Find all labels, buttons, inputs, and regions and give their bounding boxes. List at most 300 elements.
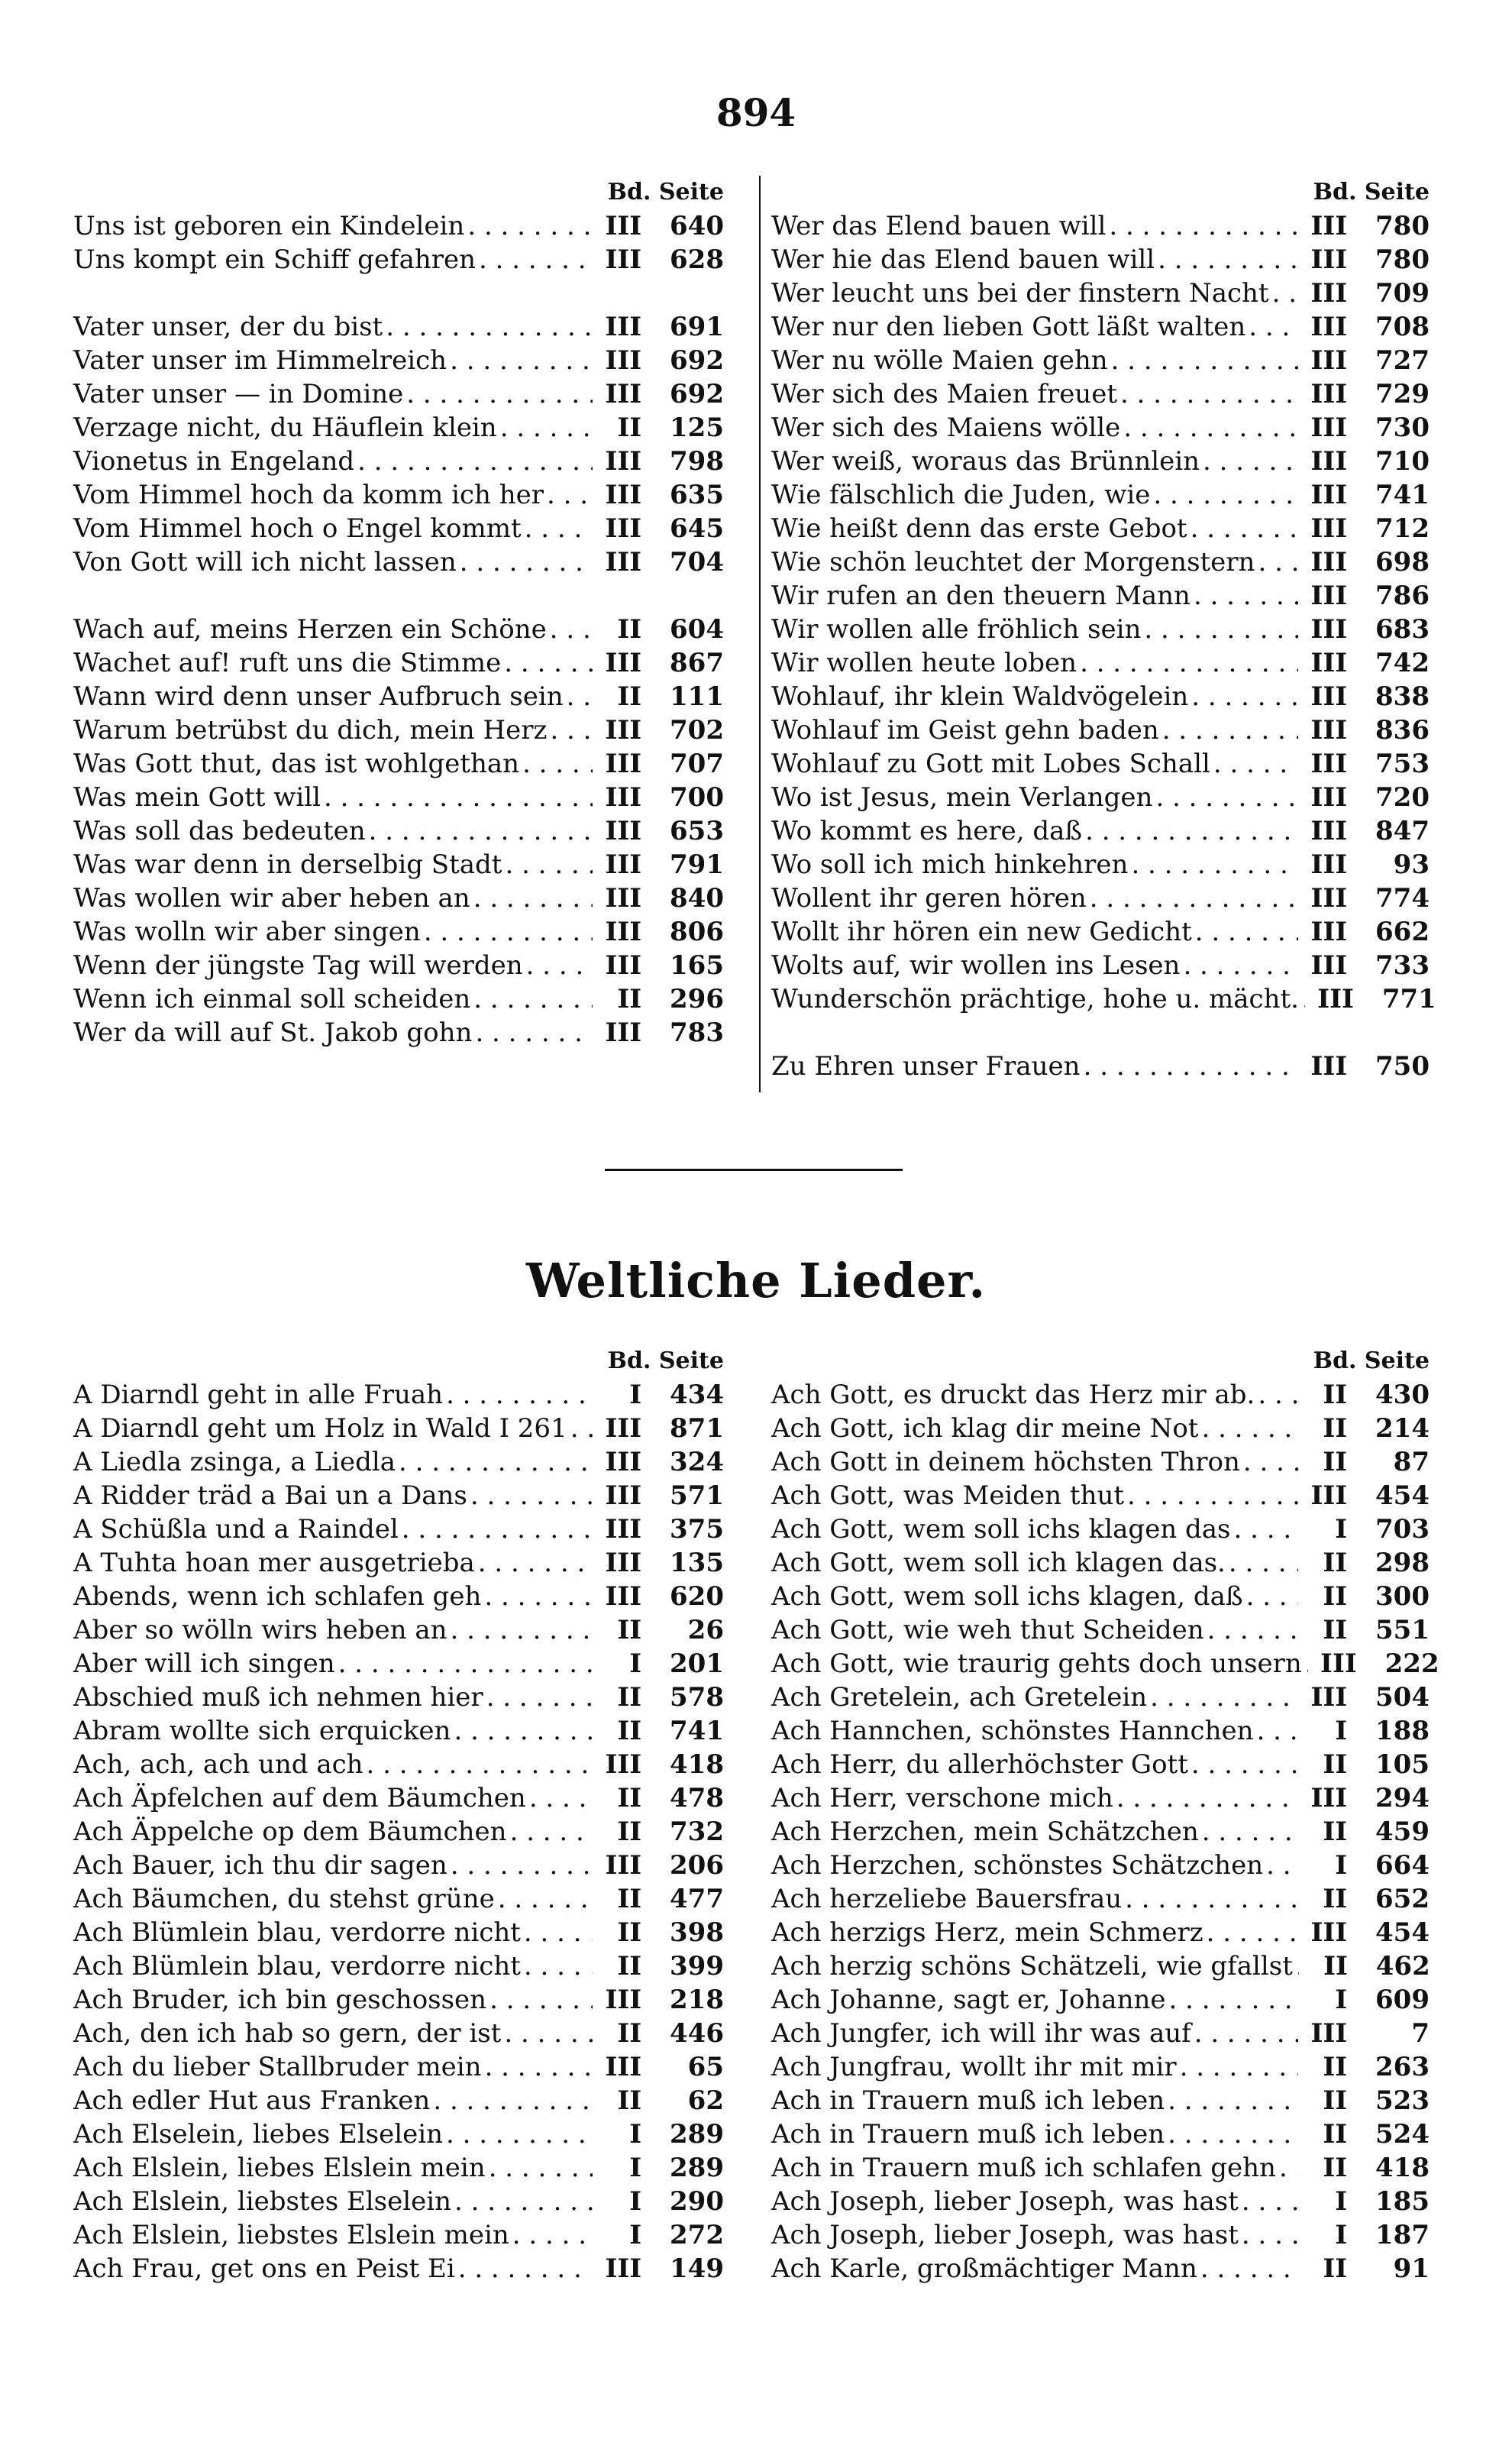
entry-band: II xyxy=(1323,2052,1348,2082)
index-entry xyxy=(73,680,724,713)
entry-ref xyxy=(1298,1050,1430,1083)
entry-band: III xyxy=(1310,849,1348,880)
entry-list xyxy=(73,209,724,1050)
entry-ref xyxy=(593,1412,724,1445)
entry-band: III xyxy=(1310,1051,1348,1082)
index-entry xyxy=(771,613,1430,646)
entry-page: 652 xyxy=(1375,1884,1430,1914)
entry-title: Vom Himmel hoch da komm ich her xyxy=(73,480,544,510)
entry-band: III xyxy=(1310,244,1348,275)
entry-ref xyxy=(1298,1445,1430,1479)
entry-band: I xyxy=(629,2220,642,2250)
entry-page: 430 xyxy=(1375,1380,1430,1410)
entry-ref xyxy=(593,1983,724,2017)
entry-title: Ach Frau, get ons en Peist Ei xyxy=(73,2253,455,2284)
column-header: Bd. Seite xyxy=(1313,1347,1430,1374)
entry-band: I xyxy=(1335,2186,1348,2217)
entry-band: II xyxy=(617,1917,642,1948)
entry-title: A Diarndl geht in alle Fruah xyxy=(73,1380,444,1410)
entry-ref xyxy=(593,2017,724,2050)
entry-band: I xyxy=(1335,1716,1348,1746)
leader-dots xyxy=(447,1849,593,1882)
leader-dots xyxy=(1152,781,1298,814)
entry-title: Wach auf, meins Herzen ein Schöne xyxy=(73,614,547,645)
entry-ref xyxy=(1298,1781,1430,1815)
entry-ref xyxy=(593,1949,724,1983)
entry-title: Ach du lieber Stallbruder mein xyxy=(73,2052,482,2082)
index-entry xyxy=(771,1412,1430,1445)
entry-ref xyxy=(593,1714,724,1748)
leader-dots xyxy=(457,545,593,579)
leader-dots xyxy=(447,1613,593,1647)
entry-ref xyxy=(593,982,724,1016)
index-entry xyxy=(771,1050,1430,1083)
leader-dots xyxy=(483,1681,593,1714)
entry-title: Ach Äpfelchen auf dem Bäumchen xyxy=(73,1783,526,1813)
entry-title: A Ridder träd a Bai un a Dans xyxy=(73,1480,467,1511)
entry-title: Abram wollte sich erquicken xyxy=(73,1716,451,1746)
entry-page: 692 xyxy=(670,345,724,376)
entry-band: III xyxy=(1310,278,1348,309)
section-title: Weltliche Lieder. xyxy=(525,1253,987,1309)
leader-dots xyxy=(1077,646,1298,680)
leader-dots xyxy=(467,1479,593,1512)
index-entry xyxy=(771,2185,1430,2218)
entry-title: Ach Johanne, sagt er, Johanne xyxy=(771,1985,1166,2015)
entry-band: III xyxy=(1310,917,1348,947)
entry-ref xyxy=(1298,310,1430,344)
leader-dots xyxy=(1198,1412,1298,1445)
entry-ref xyxy=(1298,2117,1430,2151)
leader-dots xyxy=(567,1412,593,1445)
entry-band: III xyxy=(1310,581,1348,611)
leader-dots xyxy=(1299,982,1305,1016)
leader-dots xyxy=(497,411,593,445)
leader-dots xyxy=(1082,814,1298,848)
group-gap xyxy=(771,1016,1430,1050)
leader-dots xyxy=(564,680,593,713)
entry-band: III xyxy=(605,379,642,409)
entry-ref xyxy=(1298,1815,1430,1849)
entry-ref xyxy=(593,1815,724,1849)
entry-title: A Diarndl geht um Holz in Wald I 261 xyxy=(73,1413,567,1444)
entry-title: Vater unser im Himmelreich xyxy=(73,345,447,376)
index-entry xyxy=(771,1748,1430,1781)
entry-page: 418 xyxy=(670,1749,724,1780)
index-entry xyxy=(73,781,724,814)
entry-page: 454 xyxy=(1375,1917,1430,1948)
index-entry xyxy=(73,545,724,579)
entry-title: Ach Gott, ich klag dir meine Not xyxy=(771,1413,1199,1444)
leader-dots xyxy=(1245,310,1298,344)
index-entry xyxy=(771,1849,1430,1882)
entry-page: 780 xyxy=(1375,244,1430,275)
index-entry xyxy=(73,1714,724,1748)
entry-title: Ach Herzchen, mein Schätzchen xyxy=(771,1817,1199,1847)
entry-ref xyxy=(1298,1983,1430,2017)
entry-ref xyxy=(593,781,724,814)
entry-ref xyxy=(593,1882,724,1916)
entry-title: Wollt ihr hören ein new Gedicht xyxy=(771,917,1192,947)
leader-dots xyxy=(354,445,593,478)
entry-band: III xyxy=(605,883,642,914)
entry-list xyxy=(771,1378,1439,2286)
entry-title: Wie heißt denn das erste Gebot xyxy=(771,513,1187,544)
entry-page: 289 xyxy=(670,2153,724,2183)
entry-title: Wir rufen an den theuern Mann xyxy=(771,581,1191,611)
entry-title: Ach Elslein, liebstes Elselein xyxy=(73,2186,451,2217)
entry-ref xyxy=(593,713,724,747)
entry-page: 712 xyxy=(1375,513,1430,544)
entry-band: II xyxy=(1323,1951,1348,1982)
entry-ref xyxy=(593,478,724,512)
leader-dots xyxy=(1166,1983,1299,2017)
entry-page: 733 xyxy=(1375,950,1430,981)
entry-title: Ach in Trauern muß ich leben xyxy=(771,2085,1165,2116)
entry-title: Ach Gott, es druckt das Herz mir ab. xyxy=(771,1380,1255,1410)
entry-band: III xyxy=(605,1749,642,1780)
entry-ref xyxy=(1298,1546,1430,1580)
entry-ref xyxy=(593,613,724,646)
entry-title: Wie fälschlich die Juden, wie xyxy=(771,480,1151,510)
entry-ref xyxy=(1298,781,1430,814)
leader-dots xyxy=(455,2252,593,2286)
entry-title: Abends, wenn ich schlafen geh xyxy=(73,1581,482,1612)
entry-title: Ach Gott, wem soll ichs klagen das xyxy=(771,1514,1231,1545)
entry-ref xyxy=(593,2252,724,2286)
column-header: Bd. Seite xyxy=(607,179,724,205)
leader-dots xyxy=(447,344,593,377)
entry-page: 702 xyxy=(670,715,724,746)
entry-page: 786 xyxy=(1375,581,1430,611)
entry-ref xyxy=(1298,1916,1430,1949)
index-entry xyxy=(771,848,1430,882)
entry-ref xyxy=(1299,1949,1430,1983)
entry-page: 263 xyxy=(1375,2052,1430,2082)
entry-ref xyxy=(1298,1613,1430,1647)
entry-page: 791 xyxy=(670,849,724,880)
index-entry xyxy=(73,377,724,411)
entry-title: Zu Ehren unser Frauen xyxy=(771,1051,1081,1082)
entry-band: III xyxy=(1320,1648,1357,1679)
entry-page: 523 xyxy=(1375,2085,1430,2116)
entry-band: II xyxy=(617,1615,642,1645)
leader-dots xyxy=(1254,1714,1299,1748)
index-entry xyxy=(771,2252,1430,2286)
leader-dots xyxy=(502,848,593,882)
entry-band: II xyxy=(617,1682,642,1713)
leader-dots xyxy=(1117,377,1298,411)
entry-page: 105 xyxy=(1375,1749,1430,1780)
leader-dots xyxy=(1204,1613,1299,1647)
index-entry xyxy=(73,1983,724,2017)
index-entry xyxy=(73,713,724,747)
entry-ref xyxy=(1298,848,1430,882)
entry-page: 742 xyxy=(1375,648,1430,678)
entry-page: 662 xyxy=(1375,917,1430,947)
entry-ref xyxy=(1298,1412,1430,1445)
entry-band: III xyxy=(1310,1480,1348,1511)
index-entry xyxy=(73,2252,724,2286)
entry-band: III xyxy=(605,849,642,880)
index-entry xyxy=(73,2050,724,2084)
index-entry xyxy=(771,1512,1430,1546)
leader-dots xyxy=(1188,1748,1298,1781)
entry-ref xyxy=(593,814,724,848)
entry-band: III xyxy=(1310,749,1348,779)
leader-dots xyxy=(421,915,593,949)
entry-page: 645 xyxy=(670,513,724,544)
entry-title: Ach Gott, wem soll ich klagen das. xyxy=(771,1548,1226,1578)
entry-title: Ach Gott, wie traurig gehts doch unsern xyxy=(771,1648,1302,1679)
entry-page: 604 xyxy=(670,614,724,645)
entry-title: Ach Herzchen, schönstes Schätzchen xyxy=(771,1850,1264,1881)
entry-title: Uns kompt ein Schiff gefahren xyxy=(73,244,477,275)
entry-band: III xyxy=(605,244,642,275)
group-gap xyxy=(73,579,724,613)
leader-dots xyxy=(509,2218,593,2252)
leader-dots xyxy=(1293,1949,1299,1983)
entry-band: III xyxy=(1310,412,1348,443)
entry-band: II xyxy=(1323,1380,1348,1410)
entry-ref xyxy=(1298,2151,1430,2185)
entry-page: 459 xyxy=(1375,1817,1430,1847)
entry-band: I xyxy=(629,2119,642,2150)
entry-ref xyxy=(593,2117,724,2151)
leader-dots xyxy=(1199,1815,1298,1849)
entry-band: III xyxy=(605,816,642,846)
entry-page: 609 xyxy=(1375,1985,1430,2015)
entry-page: 704 xyxy=(670,547,724,577)
index-entry xyxy=(771,1479,1430,1512)
leader-dots xyxy=(501,646,593,680)
entry-band: III xyxy=(605,1581,642,1612)
leader-dots xyxy=(1239,2218,1298,2252)
leader-dots xyxy=(1113,1781,1298,1815)
index-entry xyxy=(771,243,1430,277)
index-entry xyxy=(73,949,724,982)
page-number: 894 xyxy=(716,90,796,135)
index-entry xyxy=(73,1882,724,1916)
entry-page: 771 xyxy=(1381,984,1436,1014)
leader-dots xyxy=(1155,243,1298,277)
entry-ref xyxy=(1298,949,1430,982)
entry-ref xyxy=(1308,1647,1439,1681)
leader-dots xyxy=(366,814,593,848)
leader-dots xyxy=(522,512,593,545)
entry-band: III xyxy=(605,345,642,376)
entry-page: 300 xyxy=(1375,1581,1430,1612)
index-entry xyxy=(73,646,724,680)
entry-ref xyxy=(1298,478,1430,512)
entry-title: Was soll das bedeuten xyxy=(73,816,366,846)
entry-page: 87 xyxy=(1393,1447,1430,1477)
leader-dots xyxy=(1191,2017,1298,2050)
index-entry xyxy=(771,2117,1430,2151)
index-entry xyxy=(771,2151,1430,2185)
entry-ref xyxy=(1305,982,1436,1016)
leader-dots xyxy=(1108,344,1298,377)
entry-ref xyxy=(1298,2017,1430,2050)
index-entry xyxy=(73,2017,724,2050)
entry-title: Aber so wölln wirs heben an xyxy=(73,1615,447,1645)
index-entry xyxy=(771,478,1430,512)
entry-band: III xyxy=(1317,984,1354,1014)
entry-ref xyxy=(1298,445,1430,478)
entry-page: 446 xyxy=(670,2018,724,2049)
entry-page: 700 xyxy=(670,782,724,813)
entry-title: Ach Gott, wie weh thut Scheiden xyxy=(771,1615,1204,1645)
leader-dots xyxy=(1187,512,1299,545)
index-entry xyxy=(73,2151,724,2185)
entry-page: 664 xyxy=(1375,1850,1430,1881)
entry-ref xyxy=(593,243,724,277)
entry-band: III xyxy=(1310,379,1348,409)
index-entry xyxy=(771,2017,1430,2050)
entry-ref xyxy=(1298,579,1430,613)
entry-band: II xyxy=(617,1783,642,1813)
entry-ref xyxy=(1298,613,1430,646)
entry-title: Ach Gretelein, ach Gretelein xyxy=(771,1682,1148,1713)
entry-page: 201 xyxy=(670,1648,724,1679)
index-entry xyxy=(73,814,724,848)
index-entry xyxy=(771,1445,1430,1479)
index-entry xyxy=(73,1412,724,1445)
entry-title: Ach Bruder, ich bin geschossen xyxy=(73,1985,487,2015)
entry-ref xyxy=(593,646,724,680)
entry-band: III xyxy=(1310,1917,1348,1948)
entry-title: Wunderschön prächtige, hohe u. mächt. xyxy=(771,984,1299,1014)
entry-band: III xyxy=(1310,782,1348,813)
entry-title: Wohlauf zu Gott mit Lobes Schall xyxy=(771,749,1210,779)
entry-band: II xyxy=(1323,2253,1348,2284)
leader-dots xyxy=(1192,915,1298,949)
entry-band: III xyxy=(605,1447,642,1477)
entry-band: II xyxy=(617,1716,642,1746)
entry-band: II xyxy=(1323,1817,1348,1847)
entry-page: 294 xyxy=(1375,1783,1430,1813)
entry-title: Warum betrübst du dich, mein Herz xyxy=(73,715,548,746)
leader-dots xyxy=(321,781,593,814)
entry-band: II xyxy=(1323,1581,1348,1612)
leader-dots xyxy=(443,2117,593,2151)
entry-ref xyxy=(1298,747,1430,781)
index-entry xyxy=(73,2117,724,2151)
entry-page: 708 xyxy=(1375,312,1430,342)
entry-page: 26 xyxy=(687,1615,724,1645)
entry-title: Ach Bäumchen, du stehst grüne xyxy=(73,1884,495,1914)
entry-title: Ach, ach, ach und ach xyxy=(73,1749,363,1780)
entry-ref xyxy=(593,747,724,781)
index-entry xyxy=(771,445,1430,478)
leader-dots xyxy=(1159,713,1298,747)
entry-ref xyxy=(1298,646,1430,680)
entry-ref xyxy=(593,2084,724,2117)
entry-page: 698 xyxy=(1375,547,1430,577)
entry-title: Ach herzeliebe Bauersfrau xyxy=(771,1884,1123,1914)
leader-dots xyxy=(1269,277,1299,310)
entry-ref xyxy=(1298,209,1430,243)
entry-page: 836 xyxy=(1375,715,1430,746)
entry-title: Ach Jungfrau, wollt ihr mit mir xyxy=(771,2052,1177,2082)
leader-dots xyxy=(486,1983,593,2017)
entry-page: 709 xyxy=(1375,278,1430,309)
entry-title: Wenn ich einmal soll scheiden xyxy=(73,984,471,1014)
leader-dots xyxy=(523,949,593,982)
entry-page: 732 xyxy=(670,1817,724,1847)
entry-band: II xyxy=(617,614,642,645)
leader-dots xyxy=(1255,545,1298,579)
index-entry xyxy=(73,982,724,1016)
entry-page: 187 xyxy=(1375,2220,1430,2250)
entry-page: 838 xyxy=(1375,681,1430,712)
entry-band: I xyxy=(629,1648,642,1679)
index-entry xyxy=(73,2185,724,2218)
index-entry xyxy=(771,344,1430,377)
entry-band: III xyxy=(605,2253,642,2284)
leader-dots xyxy=(1200,445,1298,478)
entry-title: A Schüßla und a Raindel xyxy=(73,1514,399,1545)
index-entry xyxy=(771,949,1430,982)
index-entry xyxy=(73,344,724,377)
column-header: Bd. Seite xyxy=(1313,179,1430,205)
leader-dots xyxy=(472,1016,593,1050)
entry-page: 214 xyxy=(1375,1413,1430,1444)
leader-dots xyxy=(335,1647,593,1681)
leader-dots xyxy=(1203,1916,1299,1949)
entry-page: 185 xyxy=(1375,2186,1430,2217)
index-entry xyxy=(73,1815,724,1849)
index-entry xyxy=(73,915,724,949)
entry-title: Ach Elselein, liebes Elselein xyxy=(73,2119,443,2150)
entry-band: III xyxy=(1310,883,1348,914)
entry-page: 780 xyxy=(1375,211,1430,241)
entry-title: Wo ist Jesus, mein Verlangen xyxy=(771,782,1153,813)
entry-ref xyxy=(593,377,724,411)
leader-dots xyxy=(1106,209,1298,243)
index-entry xyxy=(73,1512,724,1546)
entry-page: 640 xyxy=(670,211,724,241)
leader-dots xyxy=(1191,579,1298,613)
entry-page: 93 xyxy=(1393,849,1430,880)
entry-ref xyxy=(593,1681,724,1714)
entry-band: III xyxy=(1310,211,1348,241)
leader-dots xyxy=(1081,1050,1299,1083)
entry-title: Vater unser, der du bist xyxy=(73,312,383,342)
leader-dots xyxy=(1141,613,1298,646)
leader-dots xyxy=(470,982,593,1016)
index-entry xyxy=(73,1479,724,1512)
entry-title: Ach Elslein, liebstes Elslein mein xyxy=(73,2220,509,2250)
entry-band: I xyxy=(629,1380,642,1410)
entry-page: 653 xyxy=(670,816,724,846)
entry-band: III xyxy=(605,312,642,342)
entry-ref xyxy=(1298,2218,1430,2252)
entry-band: I xyxy=(1335,1985,1348,2015)
entry-title: Was wollen wir aber heben an xyxy=(73,883,470,914)
index-entry xyxy=(771,1681,1430,1714)
leader-dots xyxy=(482,2050,593,2084)
entry-band: I xyxy=(1335,1514,1348,1545)
entry-band: II xyxy=(1323,2119,1348,2150)
entry-ref xyxy=(1298,915,1430,949)
entry-title: A Tuhta hoan mer ausgetrieba xyxy=(73,1548,475,1578)
entry-band: III xyxy=(605,715,642,746)
entry-page: 710 xyxy=(1375,446,1430,477)
entry-page: 635 xyxy=(670,480,724,510)
entry-band: III xyxy=(605,211,642,241)
index-entry xyxy=(73,209,724,243)
